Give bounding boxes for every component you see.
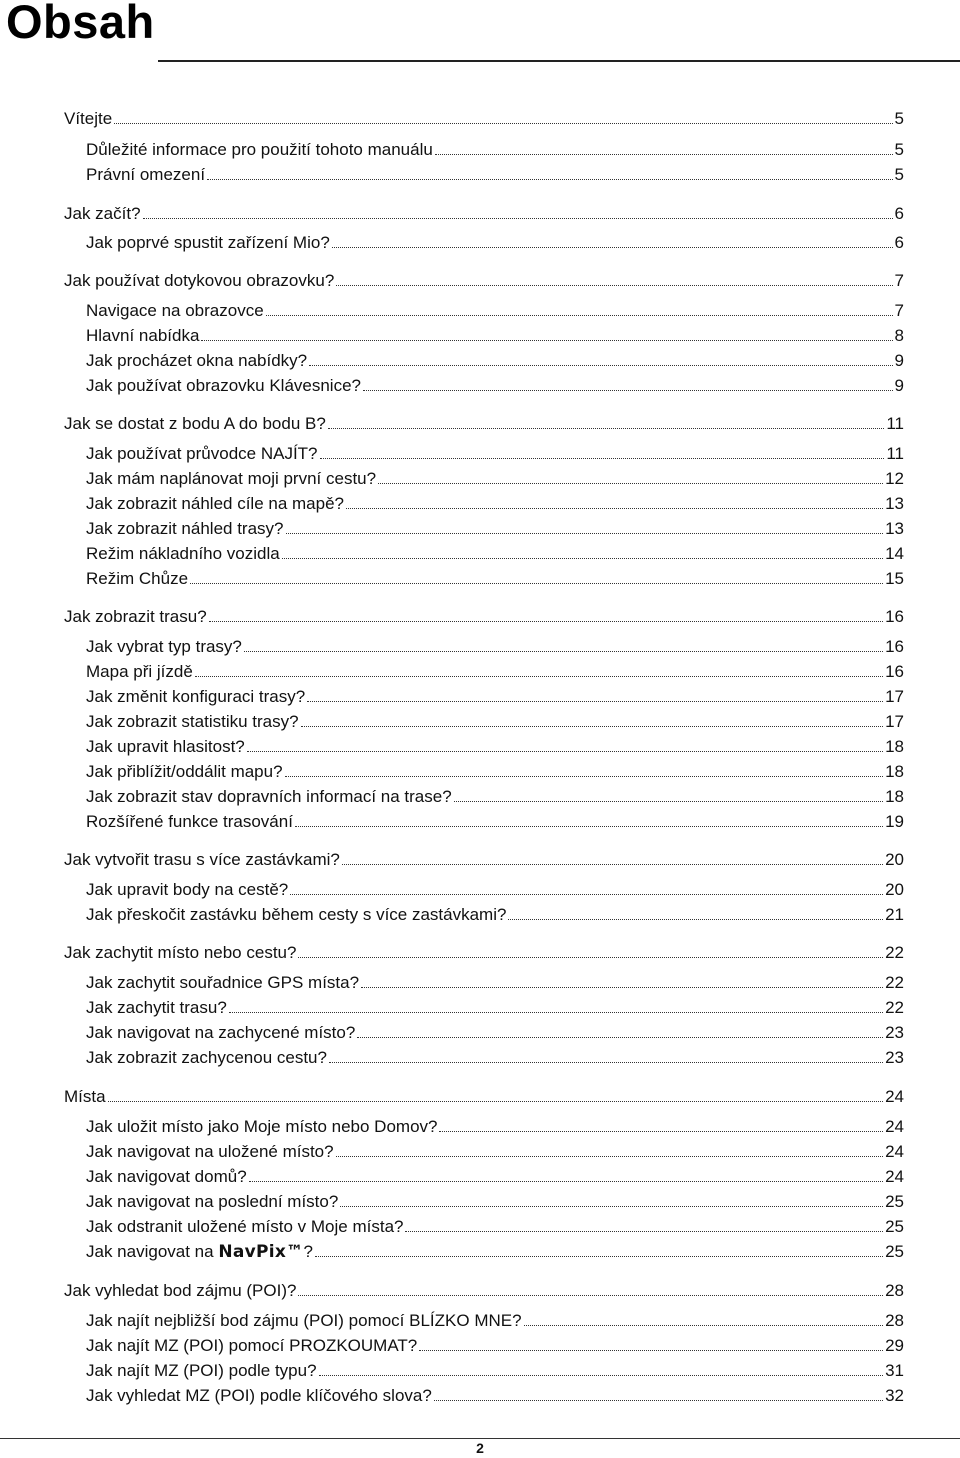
toc-entry-title: [86, 1047, 329, 1069]
dot-leader: [340, 1206, 883, 1207]
toc-page-number: 25: [885, 1192, 904, 1211]
dot-leader: [244, 651, 883, 652]
toc-page-number: 19: [885, 812, 904, 831]
toc-page-number: 23: [885, 1048, 904, 1067]
footer-page-number: 2: [476, 1440, 484, 1456]
toc-entry-title: [86, 1022, 357, 1044]
dot-leader: [190, 583, 883, 584]
toc-entry-title: [86, 811, 295, 833]
toc-page-number: 18: [885, 737, 904, 756]
toc-subsection-entry[interactable]: [86, 568, 904, 590]
toc-subsection-entry[interactable]: [86, 972, 904, 994]
toc-subsection-entry[interactable]: [86, 636, 904, 658]
dot-leader: [285, 776, 884, 777]
toc-subsection-entry[interactable]: [86, 711, 904, 733]
toc-section-entry[interactable]: [64, 108, 904, 130]
toc-entry-text: Jak zobrazit trasu?: [64, 607, 207, 626]
toc-page-number: 5: [894, 109, 904, 128]
dot-leader: [434, 1400, 883, 1401]
toc-entry-title: [86, 761, 285, 783]
toc-entry-title: [86, 711, 301, 733]
dot-leader: [361, 987, 883, 988]
dot-leader: [328, 428, 885, 429]
toc-entry-text: Jak vyhledat bod zájmu (POI)?: [64, 1281, 297, 1300]
toc-subsection-entry[interactable]: [86, 761, 904, 783]
toc-entry-text: Jak najít MZ (POI) pomocí PROZKOUMAT?: [86, 1336, 418, 1355]
toc-entry-text: Jak používat dotykovou obrazovku?: [64, 271, 335, 290]
toc-page-number: 11: [886, 444, 904, 463]
dot-leader: [346, 508, 883, 509]
toc-entry-title: [64, 1086, 108, 1108]
toc-section-entry[interactable]: [64, 270, 904, 292]
toc-subsection-entry[interactable]: [86, 686, 904, 708]
toc-page-number: 12: [885, 469, 904, 488]
toc-page-number: 15: [885, 569, 904, 588]
dot-leader: [108, 1101, 884, 1102]
toc-page-number: 23: [885, 1023, 904, 1042]
toc-entry-text: Jak poprvé spustit zařízení Mio?: [86, 233, 330, 252]
toc-subsection-entry[interactable]: [86, 543, 904, 565]
toc-entry-text: Jak zachytit souřadnice GPS místa?: [86, 973, 360, 992]
dot-leader: [336, 285, 892, 286]
toc-page-number: 6: [894, 204, 904, 223]
toc-entry-text: Mapa při jízdě: [86, 662, 193, 681]
toc-page-number: 25: [885, 1217, 904, 1236]
toc-entry-title: [86, 468, 378, 490]
toc-entry-title: [86, 1216, 405, 1238]
dot-leader: [405, 1231, 883, 1232]
dot-leader: [247, 751, 883, 752]
toc-subsection-entry[interactable]: [86, 518, 904, 540]
dot-leader: [315, 1256, 883, 1257]
dot-leader: [266, 315, 893, 316]
toc-page-number: 20: [885, 880, 904, 899]
toc-entry-text: Jak začít?: [64, 204, 141, 223]
footer-divider: [0, 1438, 960, 1439]
toc-page-number: 18: [885, 762, 904, 781]
toc-page-number: 11: [886, 414, 904, 433]
toc-entry-title: [86, 1191, 340, 1213]
toc-subsection-entry[interactable]: [86, 468, 904, 490]
toc-page-number: 20: [885, 850, 904, 869]
dot-leader: [439, 1131, 883, 1132]
toc-entry-title: [86, 164, 207, 186]
dot-leader: [143, 218, 893, 219]
dot-leader: [298, 1295, 883, 1296]
toc-entry-text: Jak navigovat na uložené místo?: [86, 1142, 334, 1161]
dot-leader: [363, 390, 893, 391]
toc-entry-text: Právní omezení: [86, 165, 206, 184]
toc-entry-text: Místa: [64, 1087, 106, 1106]
toc-page-number: 7: [894, 271, 904, 290]
toc-entry-title: [86, 636, 244, 658]
toc-entry-title: [86, 518, 286, 540]
toc-entry-text: Jak zobrazit náhled cíle na mapě?: [86, 494, 344, 513]
toc-page-number: 22: [885, 973, 904, 992]
dot-leader: [454, 801, 883, 802]
toc-page-number: 9: [894, 351, 904, 370]
toc-entry-text: Jak navigovat na poslední místo?: [86, 1192, 339, 1211]
dot-leader: [329, 1062, 883, 1063]
toc-subsection-entry[interactable]: [86, 232, 904, 254]
toc-subsection-entry[interactable]: [86, 1166, 904, 1188]
toc-page-number: 7: [894, 301, 904, 320]
dot-leader: [357, 1037, 883, 1038]
toc-page-number: 32: [885, 1386, 904, 1405]
toc-page-number: 29: [885, 1336, 904, 1355]
toc-entry-suffix: ?: [303, 1242, 313, 1261]
dot-leader: [307, 701, 883, 702]
toc-entry-text: Jak zobrazit zachycenou cestu?: [86, 1048, 327, 1067]
toc-entry-text: Jak používat průvodce NAJÍT?: [86, 444, 318, 463]
dot-leader: [207, 179, 892, 180]
toc-page-number: 18: [885, 787, 904, 806]
toc-entry-title: [86, 375, 363, 397]
toc-entry-title: [86, 1141, 336, 1163]
toc-entry-title: [86, 972, 361, 994]
toc-section-entry[interactable]: [64, 203, 904, 225]
toc-page-number: 8: [894, 326, 904, 345]
toc-entry-title: [86, 325, 201, 347]
toc-entry-text: Důležité informace pro použití tohoto manuálu: [86, 140, 433, 159]
toc-entry-title: [86, 300, 266, 322]
toc-entry-title: [64, 606, 209, 628]
dot-leader: [298, 957, 883, 958]
toc-page-number: 5: [894, 165, 904, 184]
toc-entry-title: [64, 270, 336, 292]
toc-entry-title: [64, 108, 114, 130]
toc-section-entry[interactable]: [64, 1280, 904, 1302]
toc-subsection-entry[interactable]: [86, 1385, 904, 1407]
navpix-brand-name: NavPix™: [218, 1242, 304, 1262]
toc-subsection-entry[interactable]: [86, 1047, 904, 1069]
toc-subsection-entry[interactable]: [86, 1310, 904, 1332]
toc-entry-title: [86, 686, 307, 708]
toc-page-number: 6: [894, 233, 904, 252]
dot-leader: [209, 621, 883, 622]
toc-section-entry[interactable]: [64, 606, 904, 628]
dot-leader: [195, 676, 883, 677]
toc-subsection-entry[interactable]: [86, 300, 904, 322]
toc-subsection-entry[interactable]: [86, 493, 904, 515]
toc-page-number: 22: [885, 943, 904, 962]
toc-subsection-entry[interactable]: [86, 904, 904, 926]
toc-page-number: 25: [885, 1242, 904, 1261]
toc-entry-title: [86, 904, 508, 926]
toc-entry-title: [86, 1385, 434, 1407]
toc-subsection-entry[interactable]: [86, 1335, 904, 1357]
toc-entry-title: [86, 139, 435, 161]
toc-subsection-entry[interactable]: [86, 139, 904, 161]
toc-subsection-entry[interactable]: [86, 1141, 904, 1163]
dot-leader: [201, 340, 892, 341]
toc-entry-title: [86, 443, 320, 465]
toc-section-entry[interactable]: [64, 413, 904, 435]
toc-entry-text: Jak vybrat typ trasy?: [86, 637, 242, 656]
dot-leader: [282, 558, 883, 559]
toc-page-number: 24: [885, 1117, 904, 1136]
dot-leader: [378, 483, 883, 484]
toc-page-number: 24: [885, 1142, 904, 1161]
dot-leader: [114, 123, 892, 124]
toc-page-number: 16: [885, 607, 904, 626]
toc-subsection-entry[interactable]: [86, 1022, 904, 1044]
toc-entry-title: [86, 1116, 439, 1138]
dot-leader: [336, 1156, 883, 1157]
toc-entry-title: [86, 1360, 319, 1382]
toc-entry-text: Jak změnit konfiguraci trasy?: [86, 687, 306, 706]
toc-page-number: 28: [885, 1281, 904, 1300]
toc-page-number: 31: [885, 1361, 904, 1380]
dot-leader: [249, 1181, 883, 1182]
toc-entry-title: [64, 942, 298, 964]
toc-entry-title: [86, 1241, 315, 1263]
toc-entry-title: [86, 1166, 249, 1188]
toc-entry-text: Navigace na obrazovce: [86, 301, 264, 320]
dot-leader: [309, 365, 892, 366]
toc-page-number: 5: [894, 140, 904, 159]
toc-entry-title: [86, 997, 229, 1019]
toc-subsection-entry[interactable]: [86, 325, 904, 347]
toc-subsection-entry[interactable]: [86, 879, 904, 901]
toc-subsection-entry[interactable]: [86, 736, 904, 758]
dot-leader: [320, 458, 885, 459]
toc-subsection-entry[interactable]: [86, 1360, 904, 1382]
dot-leader: [286, 533, 884, 534]
toc-page-number: 16: [885, 637, 904, 656]
toc-section-entry[interactable]: [64, 849, 904, 871]
toc-entry-text: Režim nákladního vozidla: [86, 544, 280, 563]
toc-subsection-entry[interactable]: [86, 375, 904, 397]
toc-entry-title: [86, 568, 190, 590]
toc-entry-text: Rozšířené funkce trasování: [86, 812, 293, 831]
toc-entry-title: [86, 661, 195, 683]
toc-entry-text: Jak mám naplánovat moji první cestu?: [86, 469, 377, 488]
toc-entry-text: Jak najít nejbližší bod zájmu (POI) pomocí BLÍZKO MNE?: [86, 1311, 522, 1330]
toc-entry-title: [64, 1280, 298, 1302]
toc-entry-title: [64, 413, 328, 435]
toc-entry-text: Jak najít MZ (POI) podle typu?: [86, 1361, 317, 1380]
title-divider: [158, 60, 960, 62]
toc-entry-title: [86, 543, 282, 565]
toc-page-number: 28: [885, 1311, 904, 1330]
toc-subsection-entry[interactable]: [86, 164, 904, 186]
toc-section-entry[interactable]: [64, 942, 904, 964]
toc-page-number: 17: [885, 687, 904, 706]
dot-leader: [342, 864, 883, 865]
toc-entry-text: Jak přeskočit zastávku během cesty s více zastávkami?: [86, 905, 507, 924]
toc-subsection-entry[interactable]: [86, 1191, 904, 1213]
toc-subsection-entry[interactable]: [86, 811, 904, 833]
toc-page-number: 17: [885, 712, 904, 731]
toc-page-number: 13: [885, 494, 904, 513]
toc-entry-text: Jak upravit hlasitost?: [86, 737, 245, 756]
toc-entry-text: Jak odstranit uložené místo v Moje místa?: [86, 1217, 404, 1236]
toc-subsection-entry[interactable]: [86, 1216, 904, 1238]
toc-section-entry[interactable]: [64, 1086, 904, 1108]
dot-leader: [229, 1012, 883, 1013]
toc-page-number: 9: [894, 376, 904, 395]
dot-leader: [508, 919, 883, 920]
toc-entry-text: Jak uložit místo jako Moje místo nebo Domov?: [86, 1117, 438, 1136]
toc-entry-text: Jak vyhledat MZ (POI) podle klíčového slova?: [86, 1386, 432, 1405]
toc-subsection-entry[interactable]: [86, 997, 904, 1019]
toc-entry-title: [86, 493, 346, 515]
toc-entry-text: Jak zobrazit náhled trasy?: [86, 519, 284, 538]
toc-entry-text: Jak navigovat domů?: [86, 1167, 247, 1186]
dot-leader: [435, 154, 893, 155]
toc-subsection-entry[interactable]: [86, 1116, 904, 1138]
toc-entry-title: [86, 350, 309, 372]
toc-subsection-entry[interactable]: [86, 443, 904, 465]
toc-page-number: 14: [885, 544, 904, 563]
dot-leader: [319, 1375, 884, 1376]
toc-entry-title: [86, 1335, 419, 1357]
dot-leader: [524, 1325, 884, 1326]
toc-page-number: 13: [885, 519, 904, 538]
toc-subsection-entry[interactable]: [86, 350, 904, 372]
toc-entry-text: Jak vytvořit trasu s více zastávkami?: [64, 850, 340, 869]
toc-subsection-entry[interactable]: [86, 786, 904, 808]
toc-entry-text: Jak zachytit trasu?: [86, 998, 227, 1017]
toc-page-number: 16: [885, 662, 904, 681]
toc-entry-text: Jak přiblížit/oddálit mapu?: [86, 762, 283, 781]
toc-entry-text: Jak zachytit místo nebo cestu?: [64, 943, 297, 962]
toc-entry-title: [64, 849, 342, 871]
toc-subsection-entry[interactable]: [86, 661, 904, 683]
toc-entry-text: Jak se dostat z bodu A do bodu B?: [64, 414, 326, 433]
toc-page-number: 24: [885, 1087, 904, 1106]
toc-entry-text: Jak zobrazit statistiku trasy?: [86, 712, 299, 731]
toc-entry-text: Režim Chůze: [86, 569, 189, 588]
toc-entry-text: Jak používat obrazovku Klávesnice?: [86, 376, 361, 395]
dot-leader: [419, 1350, 883, 1351]
toc-subsection-entry[interactable]: [86, 1241, 904, 1263]
dot-leader: [332, 247, 893, 248]
toc-page-number: 22: [885, 998, 904, 1017]
toc-entry-title: [86, 879, 290, 901]
toc-entry-text: Vítejte: [64, 109, 113, 128]
toc-entry-text: Jak zobrazit stav dopravních informací na trase?: [86, 787, 452, 806]
toc-entry-text: Jak navigovat na: [86, 1242, 214, 1261]
dot-leader: [295, 826, 883, 827]
page-title: Obsah: [6, 0, 155, 48]
dot-leader: [301, 726, 884, 727]
toc-entry-text: Hlavní nabídka: [86, 326, 200, 345]
toc-entry-text: Jak procházet okna nabídky?: [86, 351, 308, 370]
dot-leader: [290, 894, 883, 895]
toc-entry-title: [86, 736, 247, 758]
toc-entry-title: [64, 203, 143, 225]
toc-page-number: 21: [885, 905, 904, 924]
toc-entry-text: Jak upravit body na cestě?: [86, 880, 289, 899]
toc-entry-title: [86, 786, 454, 808]
toc-entry-title: [86, 1310, 524, 1332]
toc-entry-title: [86, 232, 332, 254]
toc-page-number: 24: [885, 1167, 904, 1186]
toc-entry-text: Jak navigovat na zachycené místo?: [86, 1023, 356, 1042]
